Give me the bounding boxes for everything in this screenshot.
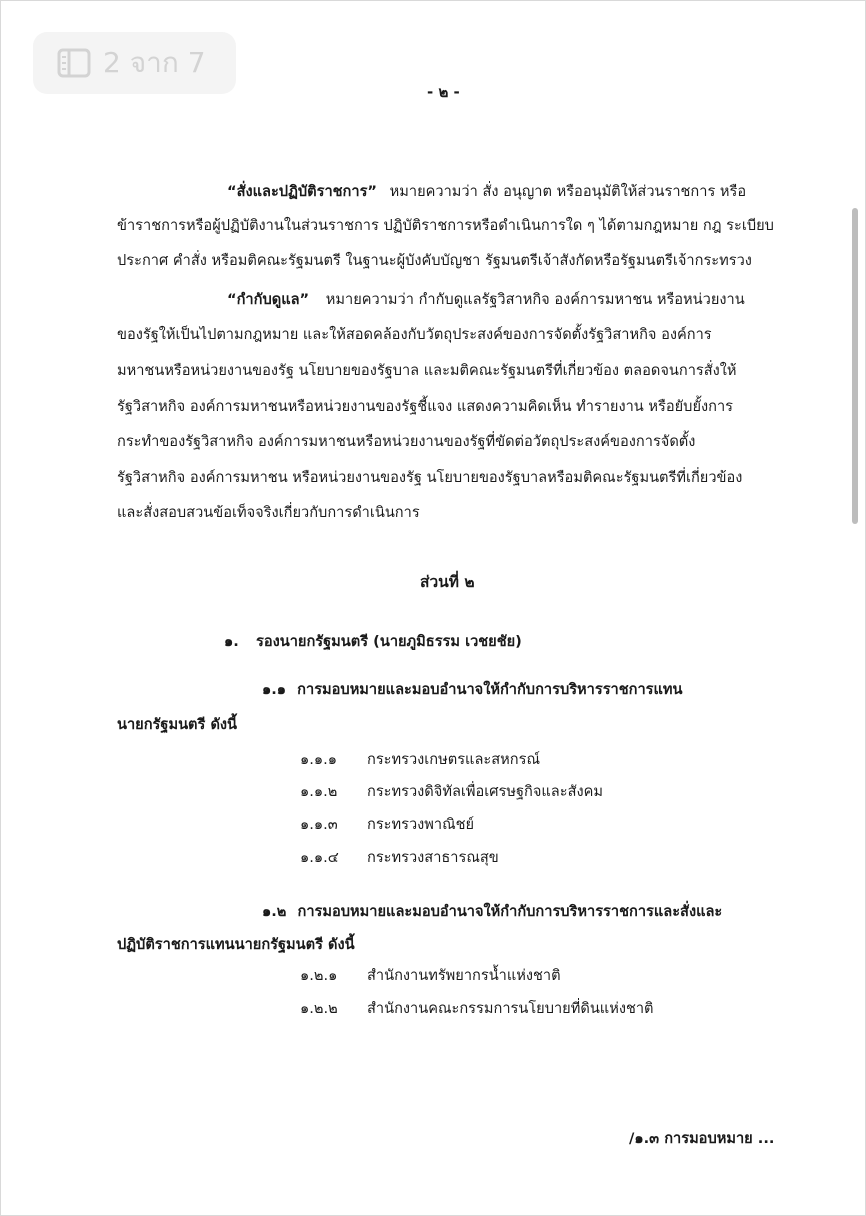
page-indicator-label: 2 จาก 7 (103, 46, 206, 79)
item-1-2-number: ๑.๒ (262, 903, 287, 920)
page-number: - ๒ - (427, 83, 460, 101)
item-1-1-1-number: ๑.๑.๑ (300, 751, 338, 768)
page-indicator[interactable] (33, 32, 236, 94)
item-1-2-1-number: ๑.๒.๑ (300, 967, 338, 984)
section-heading: ส่วนที่ ๒ (420, 573, 475, 591)
definition-1-term: “สั่งและปฏิบัติราชการ” (227, 183, 378, 200)
item-1-1-4-text: กระทรวงสาธารณสุข (367, 849, 499, 866)
definition-2-line-5: กระทำของรัฐวิสาหกิจ องค์การมหาชนหรือหน่วยงานของรัฐที่ขัดต่อวัตถุประสงค์ของการจัดตั้ง (117, 433, 696, 450)
definition-1-line-3: ประกาศ คำสั่ง หรือมติคณะรัฐมนตรี ในฐานะผู้บังคับบัญชา รัฐมนตรีเจ้าสังกัดหรือรัฐมนตรีเจ้ากระทรวง (117, 252, 752, 269)
definition-1-line-2: ข้าราชการหรือผู้ปฏิบัติงานในส่วนราชการ ปฏิบัติราชการหรือดำเนินการใด ๆ ได้ตามกฎหมาย กฎ ระเบียบ (117, 217, 774, 234)
item-1-1-title: การมอบหมายและมอบอำนาจให้กำกับการบริหารราชการแทน (297, 681, 683, 698)
item-1-1-1-text: กระทรวงเกษตรและสหกรณ์ (367, 751, 540, 768)
item-1-2-1-text: สำนักงานทรัพยากรน้ำแห่งชาติ (367, 967, 561, 984)
item-1-1-3-number: ๑.๑.๓ (300, 816, 338, 833)
definition-2-first-line (227, 288, 745, 311)
item-1-2-2-number: ๑.๒.๒ (300, 1000, 338, 1017)
definition-2-term: “กำกับดูแล” (227, 291, 310, 308)
item-1-2-first-line (262, 900, 722, 923)
item-1-1-second-line: นายกรัฐมนตรี ดังนี้ (117, 716, 238, 733)
definition-1-first-line (227, 180, 746, 203)
item-1-1-2-text: กระทรวงดิจิทัลเพื่อเศรษฐกิจและสังคม (367, 783, 604, 800)
page-list-icon (57, 48, 91, 78)
definition-2-line-4: รัฐวิสาหกิจ องค์การมหาชนหรือหน่วยงานของรัฐชี้แจง แสดงความคิดเห็น ทำรายงาน หรือยับยั้งการ (117, 398, 733, 415)
definition-2-line-3: มหาชนหรือหน่วยงานของรัฐ นโยบายของรัฐบาล และมติคณะรัฐมนตรีที่เกี่ยวข้อง ตลอดจนการสั่งให้ (117, 362, 737, 379)
definition-2-line-7: และสั่งสอบสวนข้อเท็จจริงเกี่ยวกับการดำเนินการ (117, 504, 420, 521)
item-1-1-first-line (262, 678, 683, 701)
definition-1-text: หมายความว่า สั่ง อนุญาต หรืออนุมัติให้ส่วนราชการ หรือ (389, 183, 747, 200)
item-1-1-number: ๑.๑ (262, 681, 287, 698)
item-1-1-4-number: ๑.๑.๔ (300, 849, 339, 866)
definition-2-line-2: ของรัฐให้เป็นไปตามกฎหมาย และให้สอดคล้องกับวัตถุประสงค์ของการจัดตั้งรัฐวิสาหกิจ องค์การ (117, 326, 712, 343)
vertical-scrollbar[interactable] (852, 208, 858, 524)
definition-2-line-6: รัฐวิสาหกิจ องค์การมหาชน หรือหน่วยงานของรัฐ นโยบายของรัฐบาลหรือมติคณะรัฐมนตรีที่เกี่ยวข้อง (117, 469, 743, 486)
item-1-person: รองนายกรัฐมนตรี (นายภูมิธรรม เวชยชัย) (256, 633, 522, 650)
item-1-number: ๑. (224, 633, 239, 650)
definition-2-text: หมายความว่า กำกับดูแลรัฐวิสาหกิจ องค์การมหาชน หรือหน่วยงาน (325, 291, 745, 308)
item-1-2-title: การมอบหมายและมอบอำนาจให้กำกับการบริหารราชการและสั่งและ (297, 903, 723, 920)
item-1-2-2-text: สำนักงานคณะกรรมการนโยบายที่ดินแห่งชาติ (367, 1000, 654, 1017)
item-1-1-3-text: กระทรวงพาณิชย์ (367, 816, 475, 833)
item-1-1-2-number: ๑.๑.๒ (300, 783, 338, 800)
continuation-note: /๑.๓ การมอบหมาย ... (629, 1130, 775, 1147)
item-1-2-second-line: ปฏิบัติราชการแทนนายกรัฐมนตรี ดังนี้ (117, 936, 355, 953)
